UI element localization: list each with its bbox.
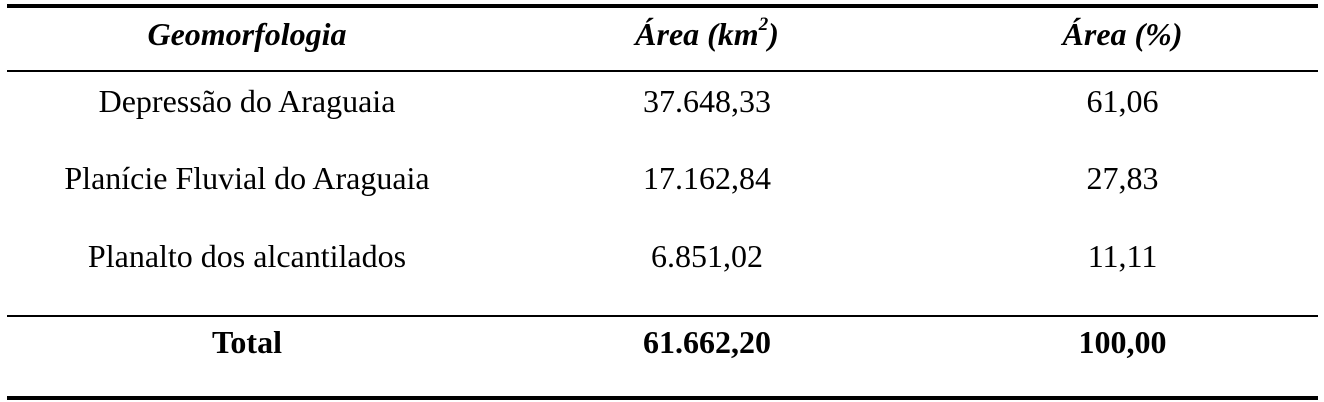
row-area-percent: 11,11 — [1087, 238, 1158, 274]
total-label: Total — [212, 324, 282, 360]
table-bottom-rule — [7, 396, 1318, 400]
row-area-km2: 37.648,33 — [643, 83, 771, 119]
header-area-km2-superscript: 2 — [758, 14, 769, 36]
row-area-km2: 17.162,84 — [643, 160, 771, 196]
row-geomorfologia: Depressão do Araguaia — [98, 83, 396, 119]
header-area-km2 — [487, 16, 927, 52]
header-rule — [7, 70, 1318, 72]
row-geomorfologia: Planalto dos alcantilados — [87, 238, 407, 274]
total-area-percent: 100,00 — [1078, 324, 1167, 360]
total-rule — [7, 315, 1318, 317]
header-geomorfologia: Geomorfologia — [147, 16, 347, 52]
row-area-km2: 6.851,02 — [651, 238, 763, 274]
table-top-rule — [7, 4, 1318, 8]
row-area-percent: 27,83 — [1086, 160, 1159, 196]
header-area-percent: Área (%) — [1062, 16, 1183, 52]
row-area-percent: 61,06 — [1086, 83, 1159, 119]
total-area-km2: 61.662,20 — [643, 324, 771, 360]
row-geomorfologia: Planície Fluvial do Araguaia — [64, 160, 430, 196]
header-area-km2-text: Área (km — [635, 16, 759, 52]
header-area-km2-close: ) — [768, 16, 779, 52]
